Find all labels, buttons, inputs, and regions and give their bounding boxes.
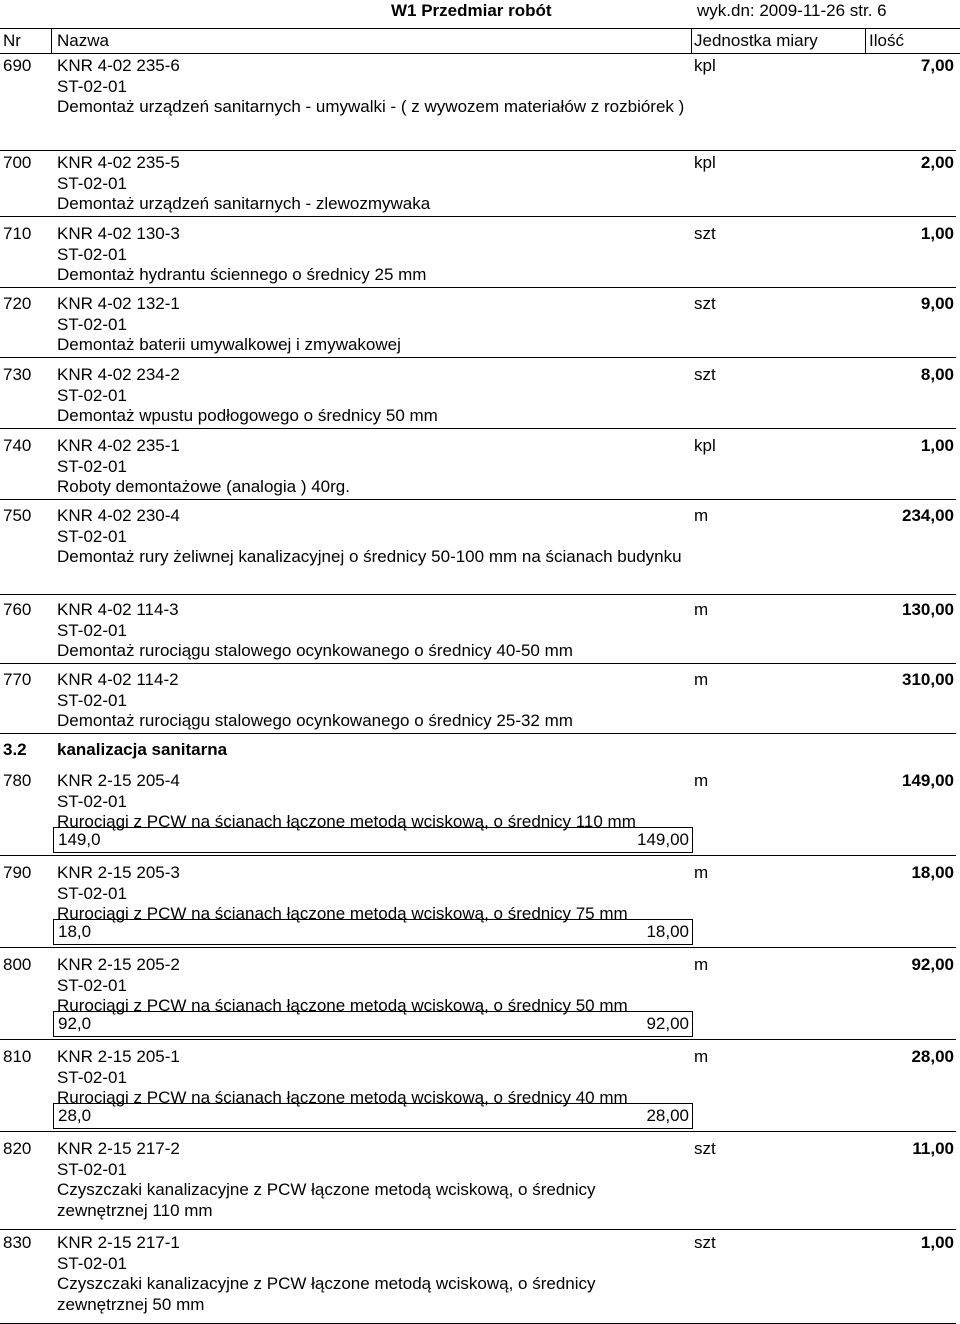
item-spec: ST-02-01	[57, 385, 127, 405]
column-header-name: Nazwa	[57, 31, 109, 50]
item-number: 790	[3, 863, 32, 882]
item-number: 810	[3, 1047, 32, 1066]
item-spec: ST-02-01	[57, 620, 127, 640]
item-text: Demontaż urządzeń sanitarnych - umywalki - ( z wywozem materiałów z rozbiórek )	[57, 97, 685, 116]
column-header-nr: Nr	[3, 31, 21, 50]
item-quantity: 2,00	[920, 153, 954, 172]
item-text: Demontaż rurociągu stalowego ocynkowanego o średnicy 40-50 mm	[57, 641, 573, 660]
item-unit: kpl	[694, 436, 716, 455]
item-spec: ST-02-01	[57, 1067, 127, 1087]
item-text: Rurociągi z PCW na ścianach łączone metodą wciskową, o średnicy 40 mm	[57, 1088, 628, 1107]
item-unit: szt	[694, 294, 716, 313]
column-header-unit: Jednostka miary	[694, 31, 818, 50]
item-text: Rurociągi z PCW na ścianach łączone metodą wciskową, o średnicy 110 mm	[57, 812, 636, 831]
item-unit: m	[694, 506, 709, 525]
measurement-expression: 28,0	[58, 1106, 92, 1125]
item-code: KNR 4-02 235-6	[57, 56, 180, 75]
item-unit: szt	[694, 1233, 716, 1252]
item-description	[57, 153, 687, 215]
item-description	[57, 1233, 687, 1315]
column-header-row	[0, 28, 960, 54]
item-quantity: 1,00	[920, 224, 954, 243]
item-code: KNR 4-02 235-5	[57, 153, 180, 172]
item-number: 720	[3, 294, 32, 313]
table-row	[0, 434, 956, 500]
item-number: 700	[3, 153, 32, 172]
item-quantity: 28,00	[911, 1047, 954, 1066]
item-spec: ST-02-01	[57, 244, 127, 264]
item-unit: kpl	[694, 153, 716, 172]
item-quantity: 149,00	[902, 771, 954, 790]
item-code: KNR 4-02 114-2	[57, 670, 179, 689]
item-number: 730	[3, 365, 32, 384]
item-description	[57, 506, 687, 568]
table-row	[0, 953, 956, 1040]
table-row	[0, 151, 956, 217]
item-number: 750	[3, 506, 32, 525]
column-header-qty: Ilość	[869, 31, 904, 50]
item-number: 740	[3, 436, 32, 455]
table-row	[0, 1045, 956, 1132]
document-title: W1 Przedmiar robót	[391, 1, 552, 20]
item-number: 710	[3, 224, 32, 243]
item-text: Demontaż urządzeń sanitarnych - zlewozmywaka	[57, 194, 431, 213]
item-number: 820	[3, 1139, 32, 1158]
item-number: 800	[3, 955, 32, 974]
column-divider	[51, 29, 52, 53]
item-description	[57, 224, 687, 286]
item-spec: ST-02-01	[57, 690, 127, 710]
item-quantity: 9,00	[920, 294, 954, 313]
item-text: Demontaż hydrantu ściennego o średnicy 25 mm	[57, 265, 427, 284]
item-unit: m	[694, 863, 709, 882]
measurement-box	[53, 919, 693, 945]
item-text: Czyszczaki kanalizacyjne z PCW łączone metodą wciskową, o średnicy zewnętrznej 110 mm	[57, 1180, 596, 1220]
item-description	[57, 1139, 687, 1221]
table-row	[0, 1231, 956, 1324]
item-unit: m	[694, 670, 709, 689]
table-row	[0, 222, 956, 288]
section-heading	[3, 740, 227, 760]
item-number: 690	[3, 56, 32, 75]
section-number: 3.2	[3, 740, 27, 759]
item-quantity: 130,00	[902, 600, 954, 619]
item-description	[57, 863, 687, 925]
item-spec: ST-02-01	[57, 526, 127, 546]
item-text: Demontaż wpustu podłogowego o średnicy 50 mm	[57, 406, 438, 425]
item-number: 770	[3, 670, 32, 689]
measurement-value: 18,00	[646, 922, 689, 941]
measurement-expression: 18,0	[58, 922, 92, 941]
item-text: Demontaż rury żeliwnej kanalizacyjnej o średnicy 50-100 mm na ścianach budynku	[57, 547, 682, 566]
table-row	[0, 1137, 956, 1230]
item-description	[57, 294, 687, 356]
item-quantity: 310,00	[902, 670, 954, 689]
item-description	[57, 436, 687, 498]
measurement-box	[53, 1011, 693, 1037]
item-code: KNR 4-02 132-1	[57, 294, 180, 313]
measurement-value: 149,00	[637, 830, 689, 849]
table-row	[0, 54, 956, 151]
item-quantity: 1,00	[920, 436, 954, 455]
item-quantity: 1,00	[920, 1233, 954, 1252]
measurement-value: 92,00	[646, 1014, 689, 1033]
item-code: KNR 4-02 234-2	[57, 365, 180, 384]
item-description	[57, 600, 687, 662]
item-code: KNR 2-15 217-1	[57, 1233, 180, 1252]
item-spec: ST-02-01	[57, 76, 127, 96]
item-code: KNR 2-15 205-1	[57, 1047, 180, 1066]
item-quantity: 234,00	[902, 506, 954, 525]
item-quantity: 18,00	[911, 863, 954, 882]
item-code: KNR 4-02 114-3	[57, 600, 179, 619]
measurement-box	[53, 827, 693, 853]
table-row	[0, 292, 956, 358]
item-code: KNR 2-15 205-2	[57, 955, 180, 974]
item-unit: m	[694, 1047, 709, 1066]
section-title: kanalizacja sanitarna	[57, 740, 228, 759]
item-description	[57, 56, 687, 118]
item-unit: szt	[694, 1139, 716, 1158]
item-unit: m	[694, 955, 709, 974]
table-row	[0, 668, 956, 734]
column-divider	[691, 29, 692, 53]
item-spec: ST-02-01	[57, 1253, 127, 1273]
page-header	[0, 0, 960, 28]
item-unit: m	[694, 600, 709, 619]
column-divider	[865, 29, 866, 53]
item-spec: ST-02-01	[57, 883, 127, 903]
measurement-box	[53, 1103, 693, 1129]
item-text: Czyszczaki kanalizacyjne z PCW łączone metodą wciskową, o średnicy zewnętrznej 50 mm	[57, 1274, 596, 1314]
table-row	[0, 769, 956, 856]
item-number: 830	[3, 1233, 32, 1252]
document-meta: wyk.dn: 2009-11-26 str. 6	[697, 1, 887, 20]
item-text: Demontaż rurociągu stalowego ocynkowanego o średnicy 25-32 mm	[57, 711, 573, 730]
item-unit: kpl	[694, 56, 716, 75]
table-row	[0, 861, 956, 948]
item-number: 780	[3, 771, 32, 790]
item-spec: ST-02-01	[57, 1159, 127, 1179]
item-quantity: 11,00	[912, 1139, 954, 1158]
item-spec: ST-02-01	[57, 173, 127, 193]
item-description	[57, 365, 687, 427]
item-code: KNR 4-02 230-4	[57, 506, 180, 525]
item-quantity: 8,00	[920, 365, 954, 384]
item-quantity: 92,00	[911, 955, 954, 974]
item-code: KNR 2-15 217-2	[57, 1139, 180, 1158]
item-unit: szt	[694, 365, 716, 384]
item-code: KNR 4-02 130-3	[57, 224, 180, 243]
item-unit: szt	[694, 224, 716, 243]
measurement-expression: 92,0	[58, 1014, 92, 1033]
item-code: KNR 4-02 235-1	[57, 436, 180, 455]
item-spec: ST-02-01	[57, 456, 127, 476]
item-number: 760	[3, 600, 32, 619]
item-unit: m	[694, 771, 709, 790]
item-spec: ST-02-01	[57, 791, 127, 811]
item-code: KNR 2-15 205-3	[57, 863, 180, 882]
measurement-value: 28,00	[646, 1106, 689, 1125]
item-description	[57, 771, 687, 833]
item-description	[57, 670, 687, 732]
item-spec: ST-02-01	[57, 975, 127, 995]
table-row	[0, 504, 956, 595]
item-code: KNR 2-15 205-4	[57, 771, 180, 790]
item-text: Demontaż baterii umywalkowej i zmywakowej	[57, 335, 401, 354]
measurement-expression: 149,0	[58, 830, 101, 849]
table-row	[0, 363, 956, 429]
item-description	[57, 955, 687, 1017]
item-text: Roboty demontażowe (analogia ) 40rg.	[57, 477, 350, 496]
item-text: Rurociągi z PCW na ścianach łączone metodą wciskową, o średnicy 75 mm	[57, 904, 628, 923]
item-text: Rurociągi z PCW na ścianach łączone metodą wciskową, o średnicy 50 mm	[57, 996, 628, 1015]
item-spec: ST-02-01	[57, 314, 127, 334]
item-description	[57, 1047, 687, 1109]
item-quantity: 7,00	[920, 56, 954, 75]
table-row	[0, 598, 956, 664]
